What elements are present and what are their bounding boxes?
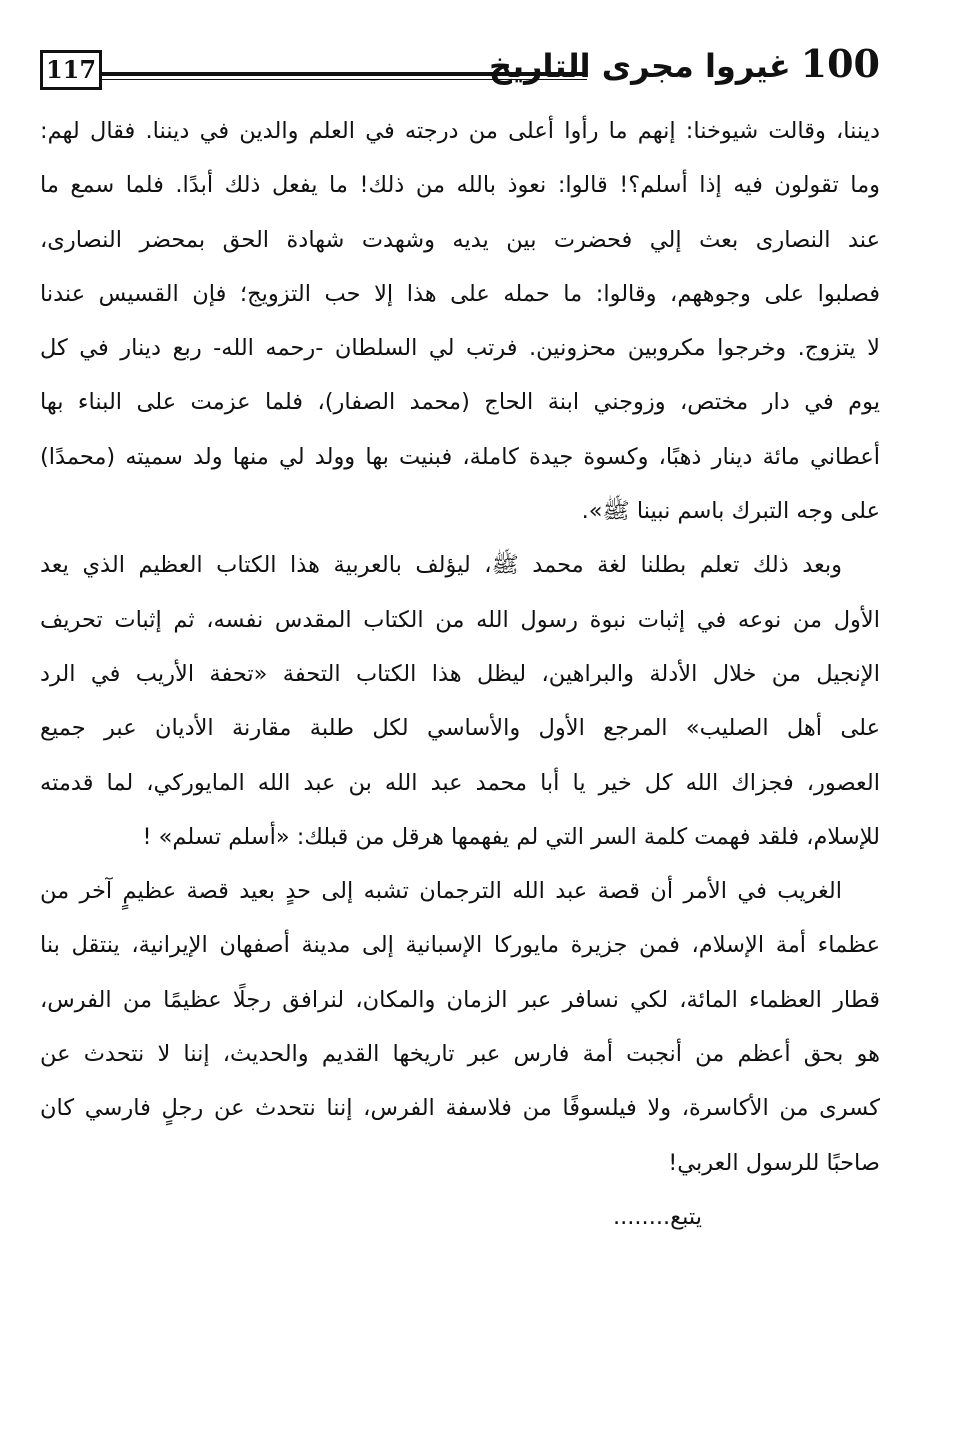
text-line-2: وما تقولون فيه إذا أسلم؟! قالوا: نعوذ بالله من ذلك! ما يفعل ذلك أبدًا. فلما سمع ما xyxy=(40,172,880,199)
text-line-4: فصلبوا على وجوههم، وقالوا: ما حمله على هذا إلا حب التزويج؛ فإن القسيس عندنا xyxy=(40,280,880,307)
text-line-8: على وجه التبرك باسم نبينا ﷺ». xyxy=(581,498,880,525)
text-line-1: ديننا، وقالت شيوخنا: إنهم ما رأوا أعلى من درجته في العلم والدين في ديننا. فقال لهم: xyxy=(40,118,880,144)
book-title xyxy=(489,38,880,92)
text-line-13: العصور، فجزاك الله كل خير يا أبا محمد عبد الله بن عبد الله المايوركي، لما قدمته xyxy=(40,769,880,796)
text-line-14: للإسلام، فلقد فهمت كلمة السر التي لم يفهمها هرقل من قبلك: «أسلم تسلم» ! xyxy=(142,823,880,850)
page-body xyxy=(40,104,880,1244)
text-line-12: على أهل الصليب» المرجع الأول والأساسي لكل طلبة مقارنة الأديان عبر جميع xyxy=(40,715,880,742)
text-line-10: الأول من نوعه في إثبات نبوة رسول الله من الكتاب المقدس نفسه، ثم إثبات تحريف xyxy=(40,606,880,633)
page-header xyxy=(40,38,880,98)
text-line-6: يوم في دار مختص، وزوجني ابنة الحاج (محمد الصفار)، فلما عزمت على البناء بها xyxy=(40,389,880,416)
text-line-20: صاحبًا للرسول العربي! xyxy=(668,1149,880,1176)
book-title-number: 100 xyxy=(800,41,880,86)
text-line-5: لا يتزوج. وخرجوا مكروبين محزونين. فرتب لي السلطان -رحمه الله- ربع دينار في كل xyxy=(40,335,880,362)
text-line-19: كسرى من الأكاسرة، ولا فيلسوفًا من فلاسفة الفرس، إننا نتحدث عن رجلٍ فارسي كان xyxy=(40,1095,880,1122)
text-line-7: أعطاني مائة دينار ذهبًا، وكسوة جيدة كاملة، فبنيت بها وولد لي منها ولد سميته (محمدًا) xyxy=(40,443,880,470)
text-line-18: هو بحق أعظم من أنجبت أمة فارس عبر تاريخها القديم والحديث، إننا لا نتحدث عن xyxy=(40,1041,880,1068)
text-line-11: الإنجيل من خلال الأدلة والبراهين، ليظل هذا الكتاب التحفة «تحفة الأريب في الرد xyxy=(40,660,880,687)
book-title-text: غيروا مجرى التاريخ xyxy=(489,47,791,85)
text-line-9: وبعد ذلك تعلم بطلنا لغة محمد ﷺ، ليؤلف بالعربية هذا الكتاب العظيم الذي يعد xyxy=(40,552,842,579)
text-line-16: عظماء أمة الإسلام، فمن جزيرة مايوركا الإسبانية إلى مدينة أصفهان الإيرانية، ينتقل بنا xyxy=(40,932,880,959)
text-line-3: عند النصارى بعث إلي فحضرت بين يديه وشهدت شهادة الحق بمحضر النصارى، xyxy=(40,226,880,253)
continued-marker: يتبع........ xyxy=(612,1203,702,1230)
page-number: 117 xyxy=(40,50,102,90)
text-line-17: قطار العظماء المائة، لكي نسافر عبر الزمان والمكان، لنرافق رجلًا عظيمًا من الفرس، xyxy=(40,986,880,1013)
text-line-15: الغريب في الأمر أن قصة عبد الله الترجمان تشبه إلى حدٍ بعيد قصة عظيمٍ آخر من xyxy=(40,878,842,905)
